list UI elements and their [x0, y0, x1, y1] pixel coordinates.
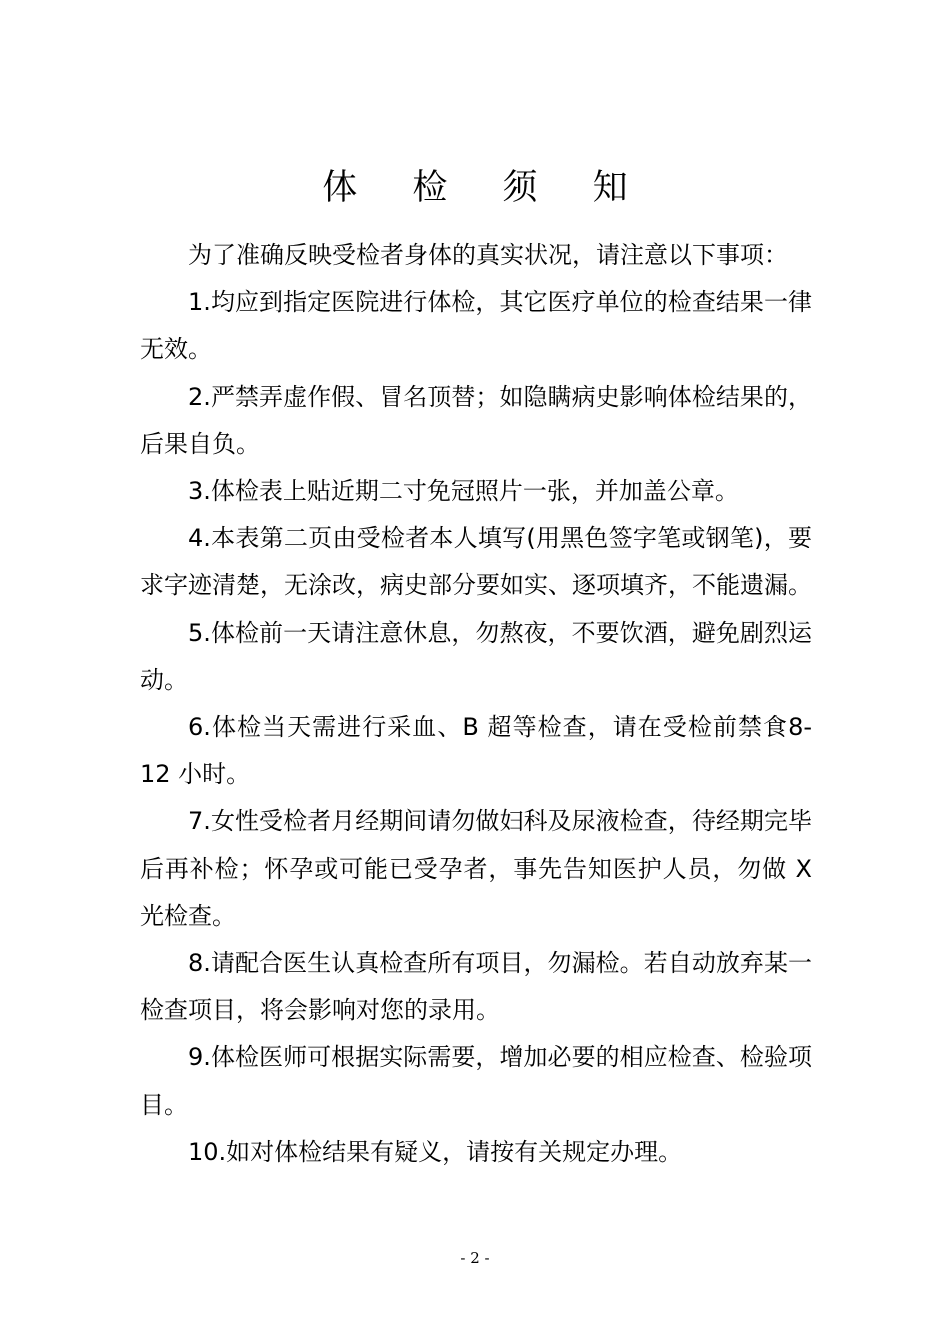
page-number: - 2 - [460, 1249, 490, 1267]
intro-paragraph: 为了准确反映受检者身体的真实状况，请注意以下事项： [188, 241, 788, 269]
notice-item-10: 10.如对体检结果有疑义，请按有关规定办理。 [188, 1137, 683, 1166]
notice-item-6: 6.体检当天需进行采血、B 超等检查，请在受检前禁食8-12 小时。 [140, 713, 812, 789]
notice-item-1: 1.均应到指定医院进行体检，其它医疗单位的检查结果一律无效。 [140, 288, 812, 364]
notice-item-4: 4.本表第二页由受检者本人填写(用黑色签字笔或钢笔)，要求字迹清楚，无涂改，病史部分要如实、逐项填齐，不能遗漏。 [140, 524, 812, 600]
page-title: 体 检 须 知 [322, 168, 650, 208]
notice-item-9: 9.体检医师可根据实际需要，增加必要的相应检查、检验项目。 [140, 1043, 812, 1119]
notice-item-7: 7.女性受检者月经期间请勿做妇科及尿液检查，待经期完毕后再补检；怀孕或可能已受孕者，事先告知医护人员，勿做 X 光检查。 [140, 807, 812, 930]
notice-body [140, 232, 812, 1176]
notice-item-2: 2.严禁弄虚作假、冒名顶替；如隐瞒病史影响体检结果的，后果自负。 [140, 382, 812, 458]
notice-item-3: 3.体检表上贴近期二寸免冠照片一张，并加盖公章。 [188, 477, 739, 506]
notice-item-5: 5.体检前一天请注意休息，勿熬夜，不要饮酒，避免剧烈运动。 [140, 618, 812, 694]
notice-item-8: 8.请配合医生认真检查所有项目，勿漏检。若自动放弃某一检查项目，将会影响对您的录用。 [140, 949, 812, 1025]
